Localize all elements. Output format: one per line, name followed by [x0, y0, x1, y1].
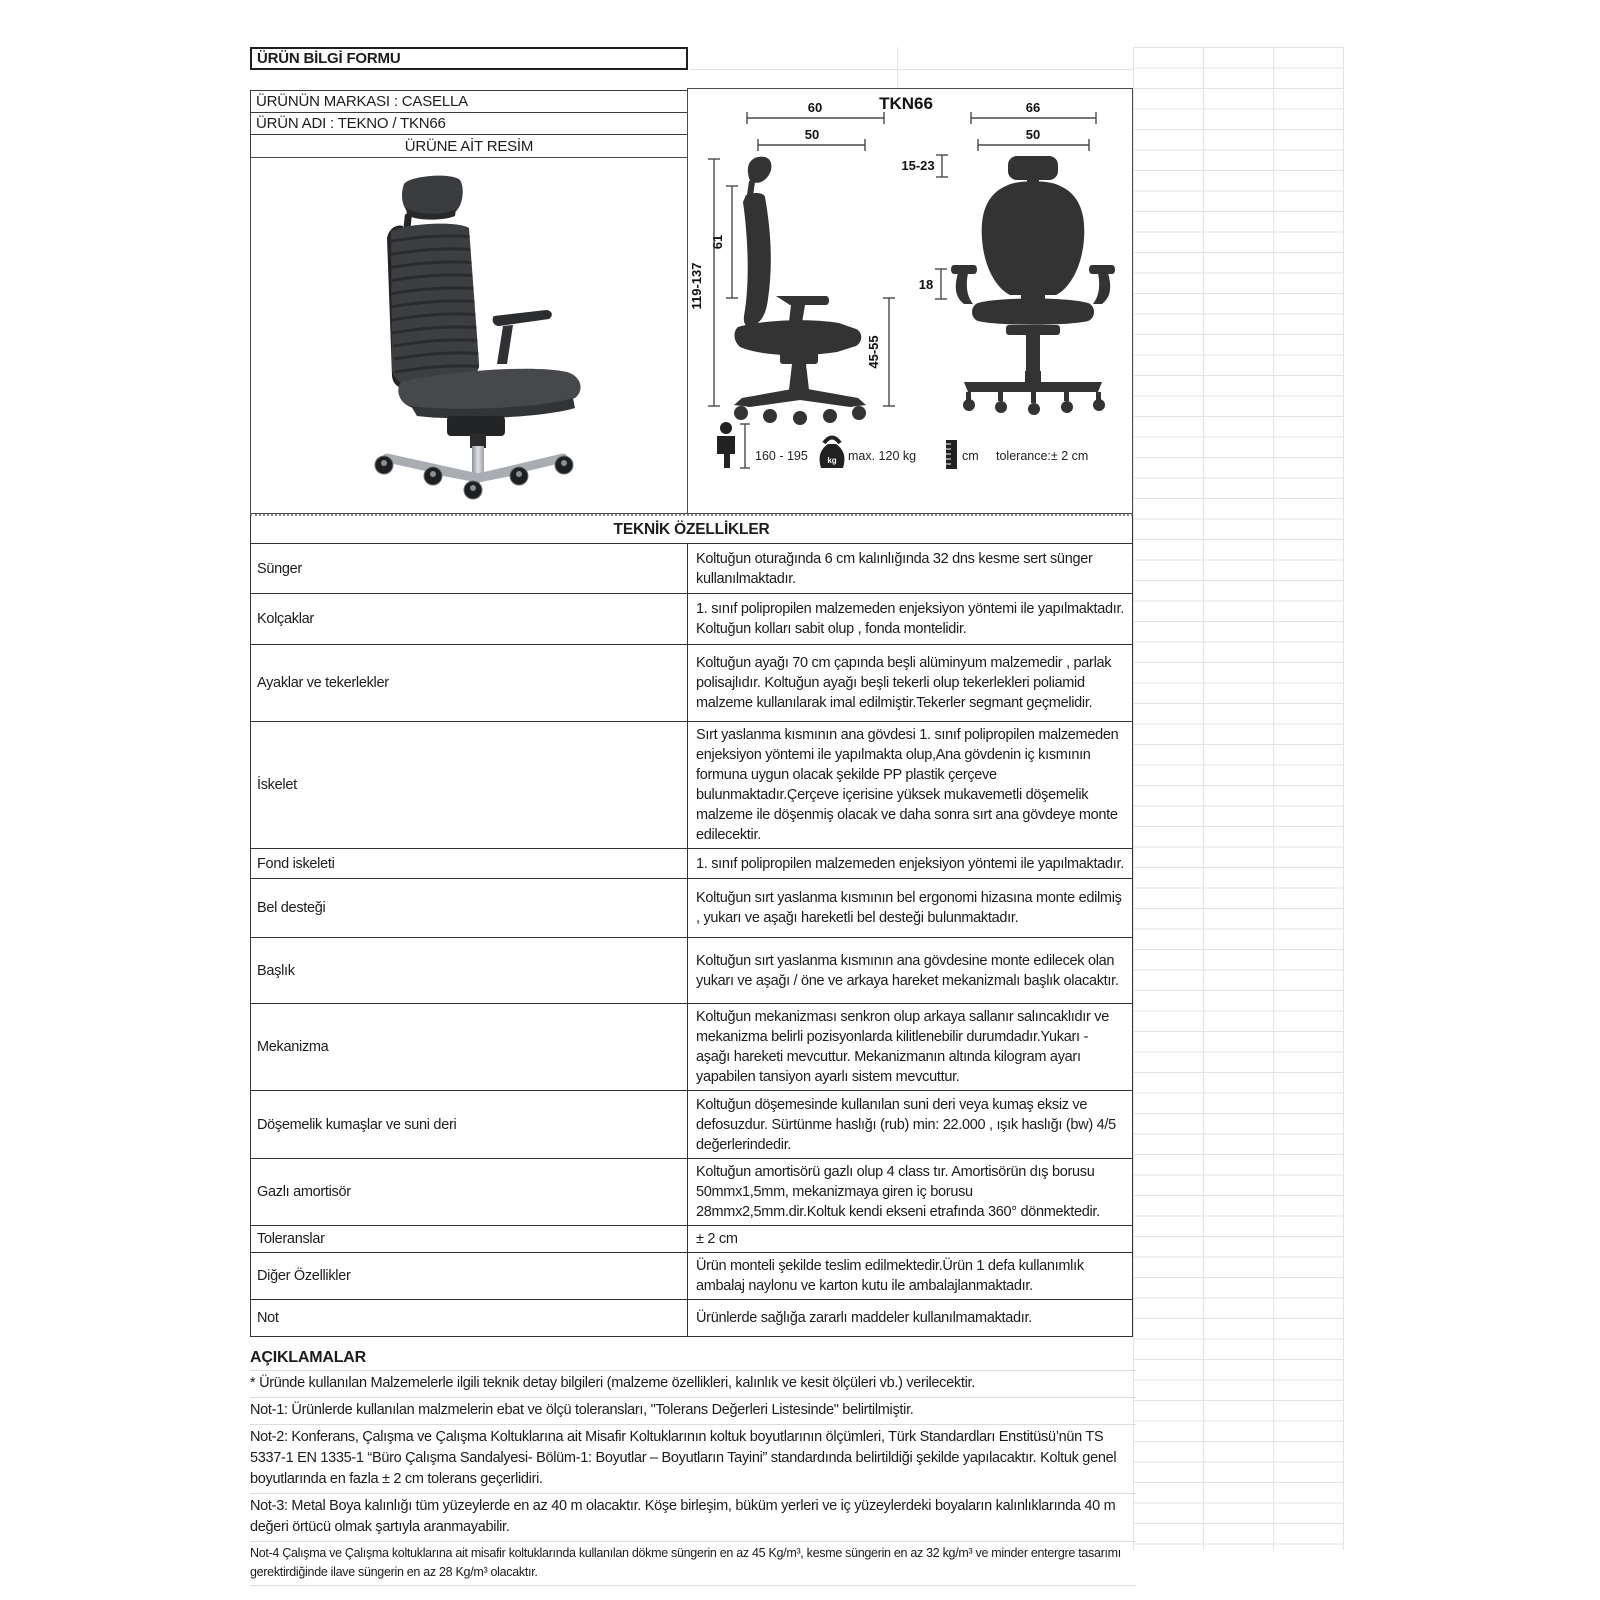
- table-row: [251, 594, 1132, 645]
- table-row: [251, 645, 1132, 722]
- ruler-icon: [946, 440, 957, 469]
- spec-label: Mekanizma: [251, 1004, 688, 1090]
- brand-row: ÜRÜNÜN MARKASI : CASELLA: [250, 90, 688, 113]
- product-photo-chair: [251, 158, 687, 513]
- note-item: Not-3: Metal Boya kalınlığı tüm yüzeylerde en az 40 m olacaktır. Köşe birleşim, büküm yerleri ve iç yüzeylerdeki boyaların kalınlıklarında 40 m değeri örtücü olmak şartıyla aranmayabilir.: [250, 1494, 1136, 1542]
- dim-total-height: 119-137: [689, 262, 704, 310]
- dim-front-top-width: 66: [1025, 100, 1041, 115]
- table-row: [251, 849, 1132, 879]
- spec-value: ± 2 cm: [696, 1231, 738, 1247]
- spec-value: Sırt yaslanma kısmının ana gövdesi 1. sınıf polipropilen malzemeden enjeksiyon yöntemi ile yapılmakta olup,Ana gövdenin iç kısmının formuna uygun olacak şekilde PP plastik çerçeve bulunmaktadır.Çerçeve içerisine yüksek mukavemetli döşemelik malzeme ile döşenmiş olacak ve daha sonra sırt ana gövdeye monte edilecektir.: [696, 727, 1119, 843]
- table-row: [251, 1159, 1132, 1226]
- spreadsheet-grid-line: [897, 47, 898, 90]
- table-row: [251, 1226, 1132, 1253]
- table-row: [251, 1253, 1132, 1300]
- table-row: [251, 1004, 1132, 1091]
- form-title: ÜRÜN BİLGİ FORMU: [250, 47, 688, 70]
- dim-armrest-height: 18: [918, 277, 934, 292]
- person-height-label: 160 - 195: [755, 449, 808, 463]
- specs-section-header: TEKNİK ÖZELLİKLER: [250, 514, 1133, 544]
- spreadsheet-grid: [1133, 47, 1344, 1550]
- table-row: [251, 938, 1132, 1004]
- notes-section-header: AÇIKLAMALAR: [250, 1349, 367, 1366]
- note-item: Not-2: Konferans, Çalışma ve Çalışma Koltuklarına ait Misafir Koltuklarının koltuk boyutlarının ölçümleri, Türk Standardları Enstitüsü’nün TS 5337-1 EN 1335-1 “Büro Çalışma Sandalyesi- Bölüm-1: Boyutlar – Boyutların Tayini” standardında belirtildiği şekilde yapılacaktır. Koltuk genel boyutlarında en fazla ± 2 cm tolerans geçerlidiri.: [250, 1425, 1136, 1494]
- ruler-unit-label: cm: [962, 449, 979, 463]
- dim-seat-height: 45-55: [866, 335, 881, 369]
- spec-value: Koltuğun oturağında 6 cm kalınlığında 32 dns kesme sert sünger kullanılmaktadır.: [696, 550, 1093, 587]
- table-row: [251, 1091, 1132, 1159]
- note-item: * Üründe kullanılan Malzemelerle ilgili teknik detay bilgileri (malzeme özellikleri, kalınlık ve kesit ölçüleri vb.) verilecektir.: [250, 1371, 1136, 1398]
- image-section-header: ÜRÜNE AİT RESİM: [250, 134, 688, 158]
- note-item: Not-1: Ürünlerde kullanılan malzmelerin ebat ve ölçü toleransları, "Tolerans Değerleri Listesinde" belirtilmiştir.: [250, 1398, 1136, 1425]
- weight-icon-kg-label: kg: [827, 456, 837, 465]
- person-icon: [717, 422, 735, 468]
- table-row: [251, 544, 1132, 594]
- weight-icon: [820, 438, 845, 469]
- dim-back-height: 61: [710, 234, 725, 250]
- spec-value: Koltuğun ayağı 70 cm çapında beşli alüminyum malzemedir , parlak polisajlıdır. Koltuğun ayağı beşli tekerli olup tekerlekleri poliamid malzeme kullanılarak imal edilmiştir.Tekerler segmant geçmelidir.: [696, 655, 1112, 711]
- dim-headrest-range: 15-23: [901, 158, 935, 173]
- model-label: TKN66: [879, 94, 933, 113]
- max-weight-label: max. 120 kg: [848, 449, 917, 463]
- spec-label: Döşemelik kumaşlar ve suni deri: [251, 1091, 688, 1158]
- table-row: [251, 722, 1132, 849]
- spec-value: Koltuğun mekanizması senkron olup arkaya sallanır salıncaklıdır ve mekanizma belirli pozisyonlarda kilitlenebilir durumdadır.Yukarı - aşağı hareketi mevcuttur. Mekanizmanın altında kilogram ayarı yapabilen tansiyon ayarlı sistem mevcuttur.: [696, 1009, 1109, 1085]
- spec-label: Kolçaklar: [251, 594, 688, 644]
- technical-drawing-box: [687, 88, 1133, 514]
- dim-side-top-width: 60: [807, 100, 823, 115]
- dim-front-seat-width: 50: [1025, 127, 1041, 142]
- side-view-silhouette: [734, 157, 866, 425]
- dim-side-seat-width: 50: [804, 127, 820, 142]
- tolerance-label: tolerance:± 2 cm: [996, 449, 1089, 463]
- spec-label: Diğer Özellikler: [251, 1253, 688, 1299]
- spec-value: Ürünlerde sağlığa zararlı maddeler kullanılmamaktadır.: [696, 1310, 1032, 1326]
- spec-label: Gazlı amortisör: [251, 1159, 688, 1225]
- spec-label: Bel desteği: [251, 879, 688, 937]
- spec-value: Koltuğun amortisörü gazlı olup 4 class tır. Amortisörün dış borusu 50mmx1,5mm, mekanizmaya giren iç borusu 28mmx2,5mm.dir.Koltuk kendi ekseni etrafında 360° dönmektedir.: [696, 1164, 1100, 1220]
- product-photo-box: [250, 157, 688, 514]
- front-view-silhouette: [951, 156, 1115, 415]
- spec-label: Başlık: [251, 938, 688, 1003]
- dimension-diagram: [688, 89, 1132, 513]
- notes-list: [250, 1370, 1136, 1586]
- spec-label: İskelet: [251, 722, 688, 848]
- product-name-row: ÜRÜN ADI : TEKNO / TKN66: [250, 112, 688, 135]
- spec-label: Toleranslar: [251, 1226, 688, 1252]
- note-item: Not-4 Çalışma ve Çalışma koltuklarına ait misafir koltuklarında kullanılan dökme süngerin en az 45 Kg/m³, kesme süngerin en az 32 kg/m³ ve minder entergre tasarımı gerektirdiğinde ilave süngerin en az 28 Kg/m³ olacaktır.: [250, 1542, 1136, 1586]
- spec-label: Not: [251, 1300, 688, 1336]
- spec-value: 1. sınıf polipropilen malzemeden enjeksiyon yöntemi ile yapılmaktadır.: [696, 855, 1124, 872]
- spec-value: Koltuğun döşemesinde kullanılan suni deri veya kumaş eksiz ve defosuzdur. Sürtünme haslığı (rub) min: 22.000 , ışık haslığı (bw) 4/5 değerlerindedir.: [696, 1096, 1116, 1153]
- spec-value: 1. sınıf polipropilen malzemeden enjeksiyon yöntemi ile yapılmaktadır. Koltuğun kolları sabit olup , fonda montelidir.: [696, 601, 1124, 637]
- spec-label: Sünger: [251, 544, 688, 593]
- spec-value: Koltuğun sırt yaslanma kısmının ana gövdesine monte edilecek olan yukarı ve aşağı / öne ve arkaya hareket mekanizmalı başlık olacaktır.: [696, 952, 1119, 989]
- spec-value: Koltuğun sırt yaslanma kısmının bel ergonomi hizasına monte edilmiş , yukarı ve aşağı hareketli bel desteği bulunmaktadır.: [696, 890, 1122, 926]
- spec-value: Ürün monteli şekilde teslim edilmektedir.Ürün 1 defa kullanımlık ambalaj naylonu ve karton kutu ile ambalajlanmaktadır.: [696, 1258, 1084, 1294]
- table-row: [251, 879, 1132, 938]
- spec-label: Ayaklar ve tekerlekler: [251, 645, 688, 721]
- table-row: [251, 1300, 1132, 1336]
- height-range-line: [740, 424, 750, 468]
- specs-table: [250, 544, 1133, 1337]
- spec-label: Fond iskeleti: [251, 849, 688, 878]
